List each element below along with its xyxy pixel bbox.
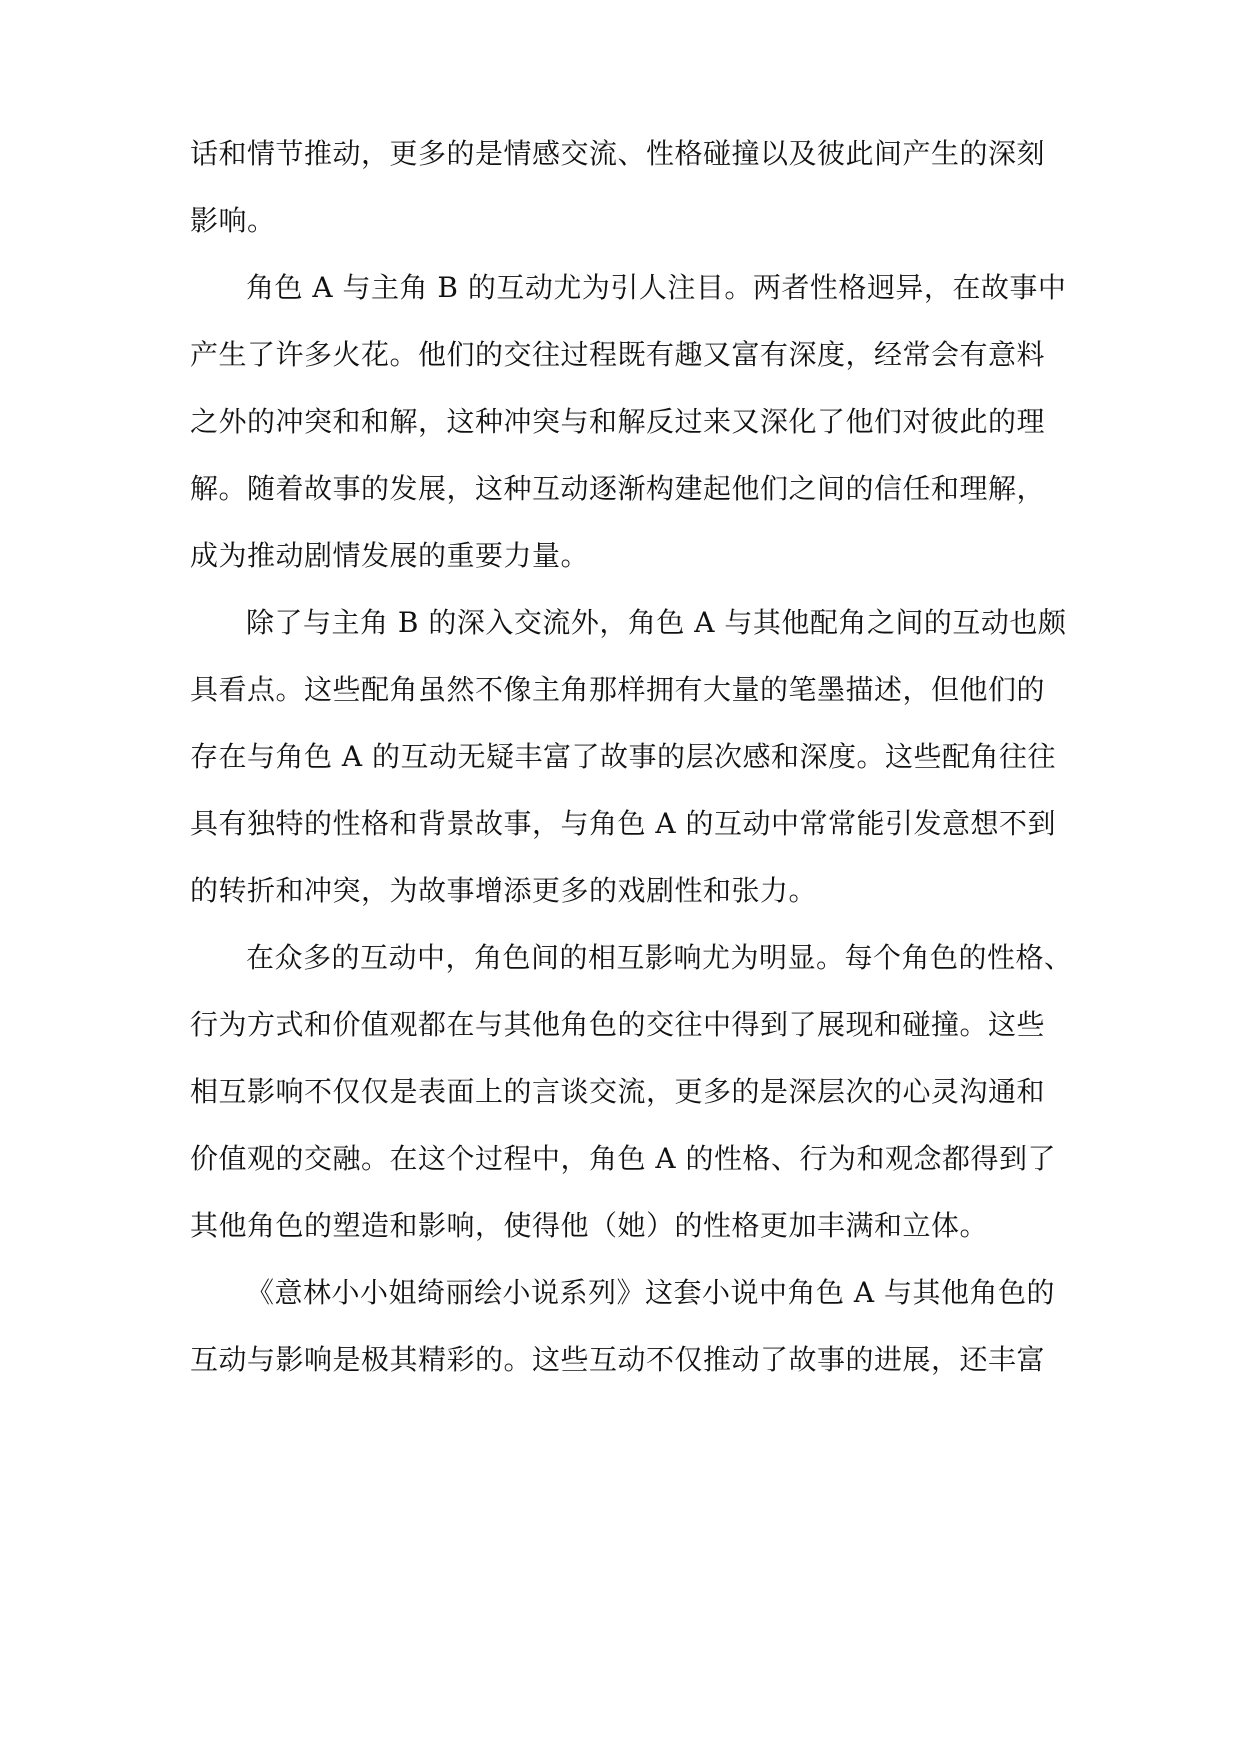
text-line: 相互影响不仅仅是表面上的言谈交流，更多的是深层次的心灵沟通和 [190, 1075, 1046, 1108]
text-line: 其他角色的塑造和影响，使得他（她）的性格更加丰满和立体。 [190, 1209, 989, 1242]
text-line: 的转折和冲突，为故事增添更多的戏剧性和张力。 [190, 874, 818, 907]
text-line: 存在与角色 A 的互动无疑丰富了故事的层次感和深度。这些配角往往 [190, 740, 1057, 773]
paragraph-first-line: 在众多的互动中，角色间的相互影响尤为明显。每个角色的性格、 [246, 941, 1073, 974]
text-line: 具看点。这些配角虽然不像主角那样拥有大量的笔墨描述，但他们的 [190, 673, 1046, 706]
paragraph-first-line: 除了与主角 B 的深入交流外，角色 A 与其他配角之间的互动也颇 [246, 606, 1067, 639]
text-line: 产生了许多火花。他们的交往过程既有趣又富有深度，经常会有意料 [190, 338, 1046, 371]
text-line: 具有独特的性格和背景故事，与角色 A 的互动中常常能引发意想不到 [190, 807, 1057, 840]
text-line: 话和情节推动，更多的是情感交流、性格碰撞以及彼此间产生的深刻 [190, 137, 1046, 170]
text-line: 影响。 [190, 204, 276, 237]
text-line: 行为方式和价值观都在与其他角色的交往中得到了展现和碰撞。这些 [190, 1008, 1046, 1041]
text-line: 之外的冲突和和解，这种冲突与和解反过来又深化了他们对彼此的理 [190, 405, 1046, 438]
text-line: 成为推动剧情发展的重要力量。 [190, 539, 590, 572]
paragraph-first-line: 角色 A 与主角 B 的互动尤为引人注目。两者性格迥异，在故事中 [246, 271, 1067, 304]
text-line: 解。随着故事的发展，这种互动逐渐构建起他们之间的信任和理解， [190, 472, 1046, 505]
text-line: 互动与影响是极其精彩的。这些互动不仅推动了故事的进展，还丰富 [190, 1343, 1046, 1376]
paragraph-first-line: 《意林小小姐绮丽绘小说系列》这套小说中角色 A 与其他角色的 [246, 1276, 1056, 1309]
text-line: 价值观的交融。在这个过程中，角色 A 的性格、行为和观念都得到了 [190, 1142, 1057, 1175]
